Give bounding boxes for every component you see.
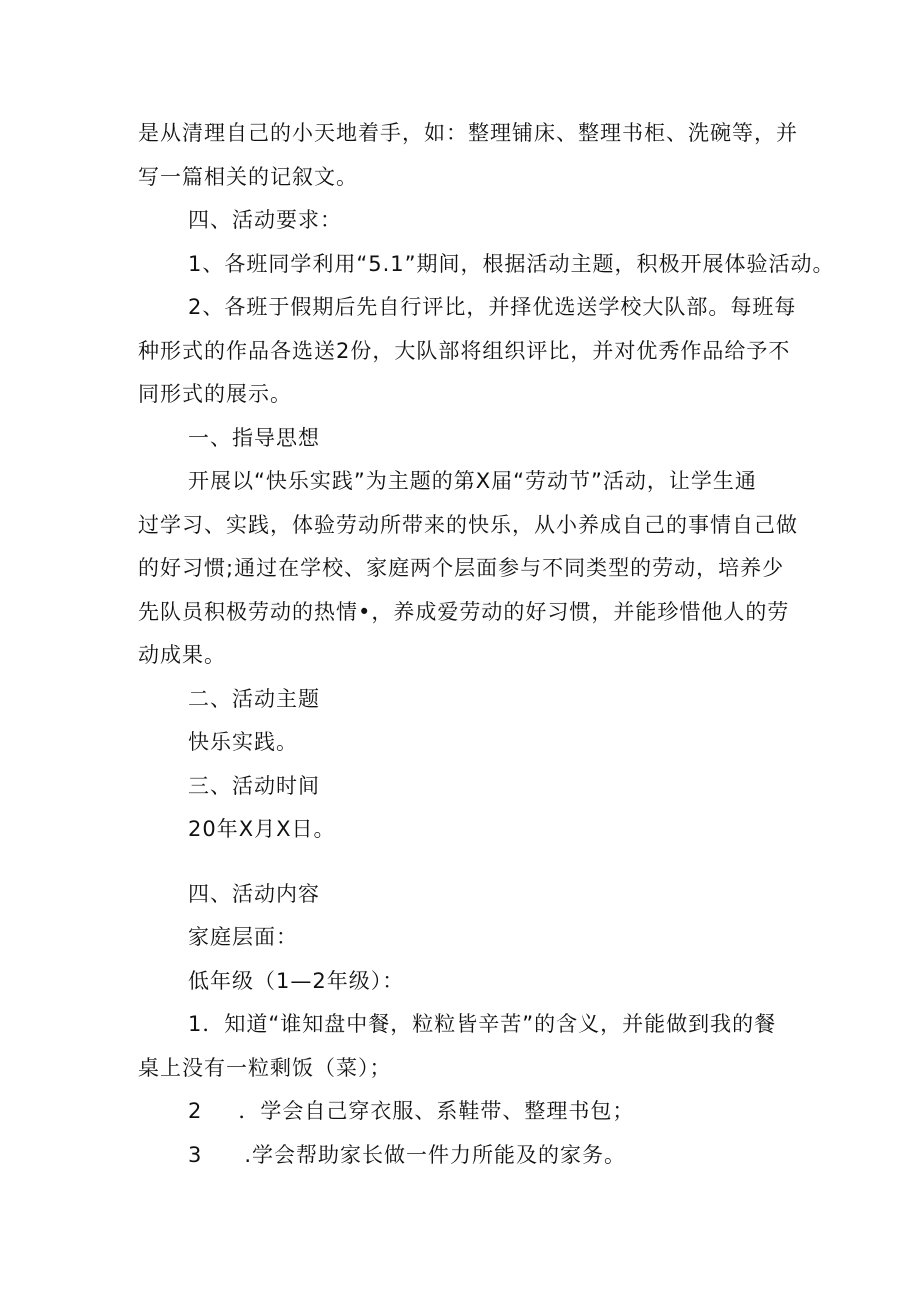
list-item: 2、各班于假期后先自行评比，并择优选送学校大队部。每班每	[188, 295, 797, 319]
list-text: .学会帮助家长做一件力所能及的家务。	[244, 1143, 627, 1167]
list-number: 2	[188, 1099, 203, 1123]
text-line: 写一篇相关的记叙文。	[138, 165, 358, 189]
text-line: 是从清理自己的小天地着手，如：整理铺床、整理书柜、洗碗等，并	[138, 121, 798, 145]
section-heading: 一、指导思想	[188, 426, 320, 450]
text-line: 的好习惯;通过在学校、家庭两个层面参与不同类型的劳动，培养少	[138, 556, 785, 580]
list-item	[188, 1140, 626, 1170]
text-line: 家庭层面：	[188, 925, 298, 949]
section-heading: 三、活动时间	[188, 774, 320, 798]
text-line: 快乐实践。	[188, 730, 298, 754]
section-heading: 四、活动要求：	[188, 208, 342, 232]
list-text: ．学会自己穿衣服、系鞋带、整理书包；	[238, 1099, 635, 1123]
text-line: 先队员积极劳动的热情•，养成爱劳动的好习惯，并能珍惜他人的劳	[138, 600, 790, 624]
section-heading: 二、活动主题	[188, 687, 320, 711]
list-item: 1、各班同学利用“5.1”期间，根据活动主题，积极开展体验活动。	[188, 252, 835, 276]
text-line: 20年X月X日。	[188, 817, 336, 841]
text-line: 过学习、实践，体验劳动所带来的快乐，从小养成自己的事情自己做	[138, 513, 798, 537]
list-item: 1．知道“谁知盘中餐，粒粒皆辛苦”的含义，并能做到我的餐	[188, 1012, 777, 1036]
section-heading: 四、活动内容	[188, 882, 320, 906]
text-line: 开展以“快乐实践”为主题的第X届“劳动节”活动，让学生通	[188, 469, 757, 493]
text-line: 种形式的作品各选送2份，大队部将组织评比，并对优秀作品给予不	[138, 339, 791, 363]
list-number: 3	[188, 1143, 203, 1167]
text-line: 低年级（1—2年级）：	[188, 969, 405, 993]
list-item	[188, 1096, 634, 1126]
text-line: 动成果。	[138, 643, 226, 667]
text-line: 同形式的展示。	[138, 382, 292, 406]
text-line: 桌上没有一粒剩饭（菜）；	[138, 1056, 392, 1080]
